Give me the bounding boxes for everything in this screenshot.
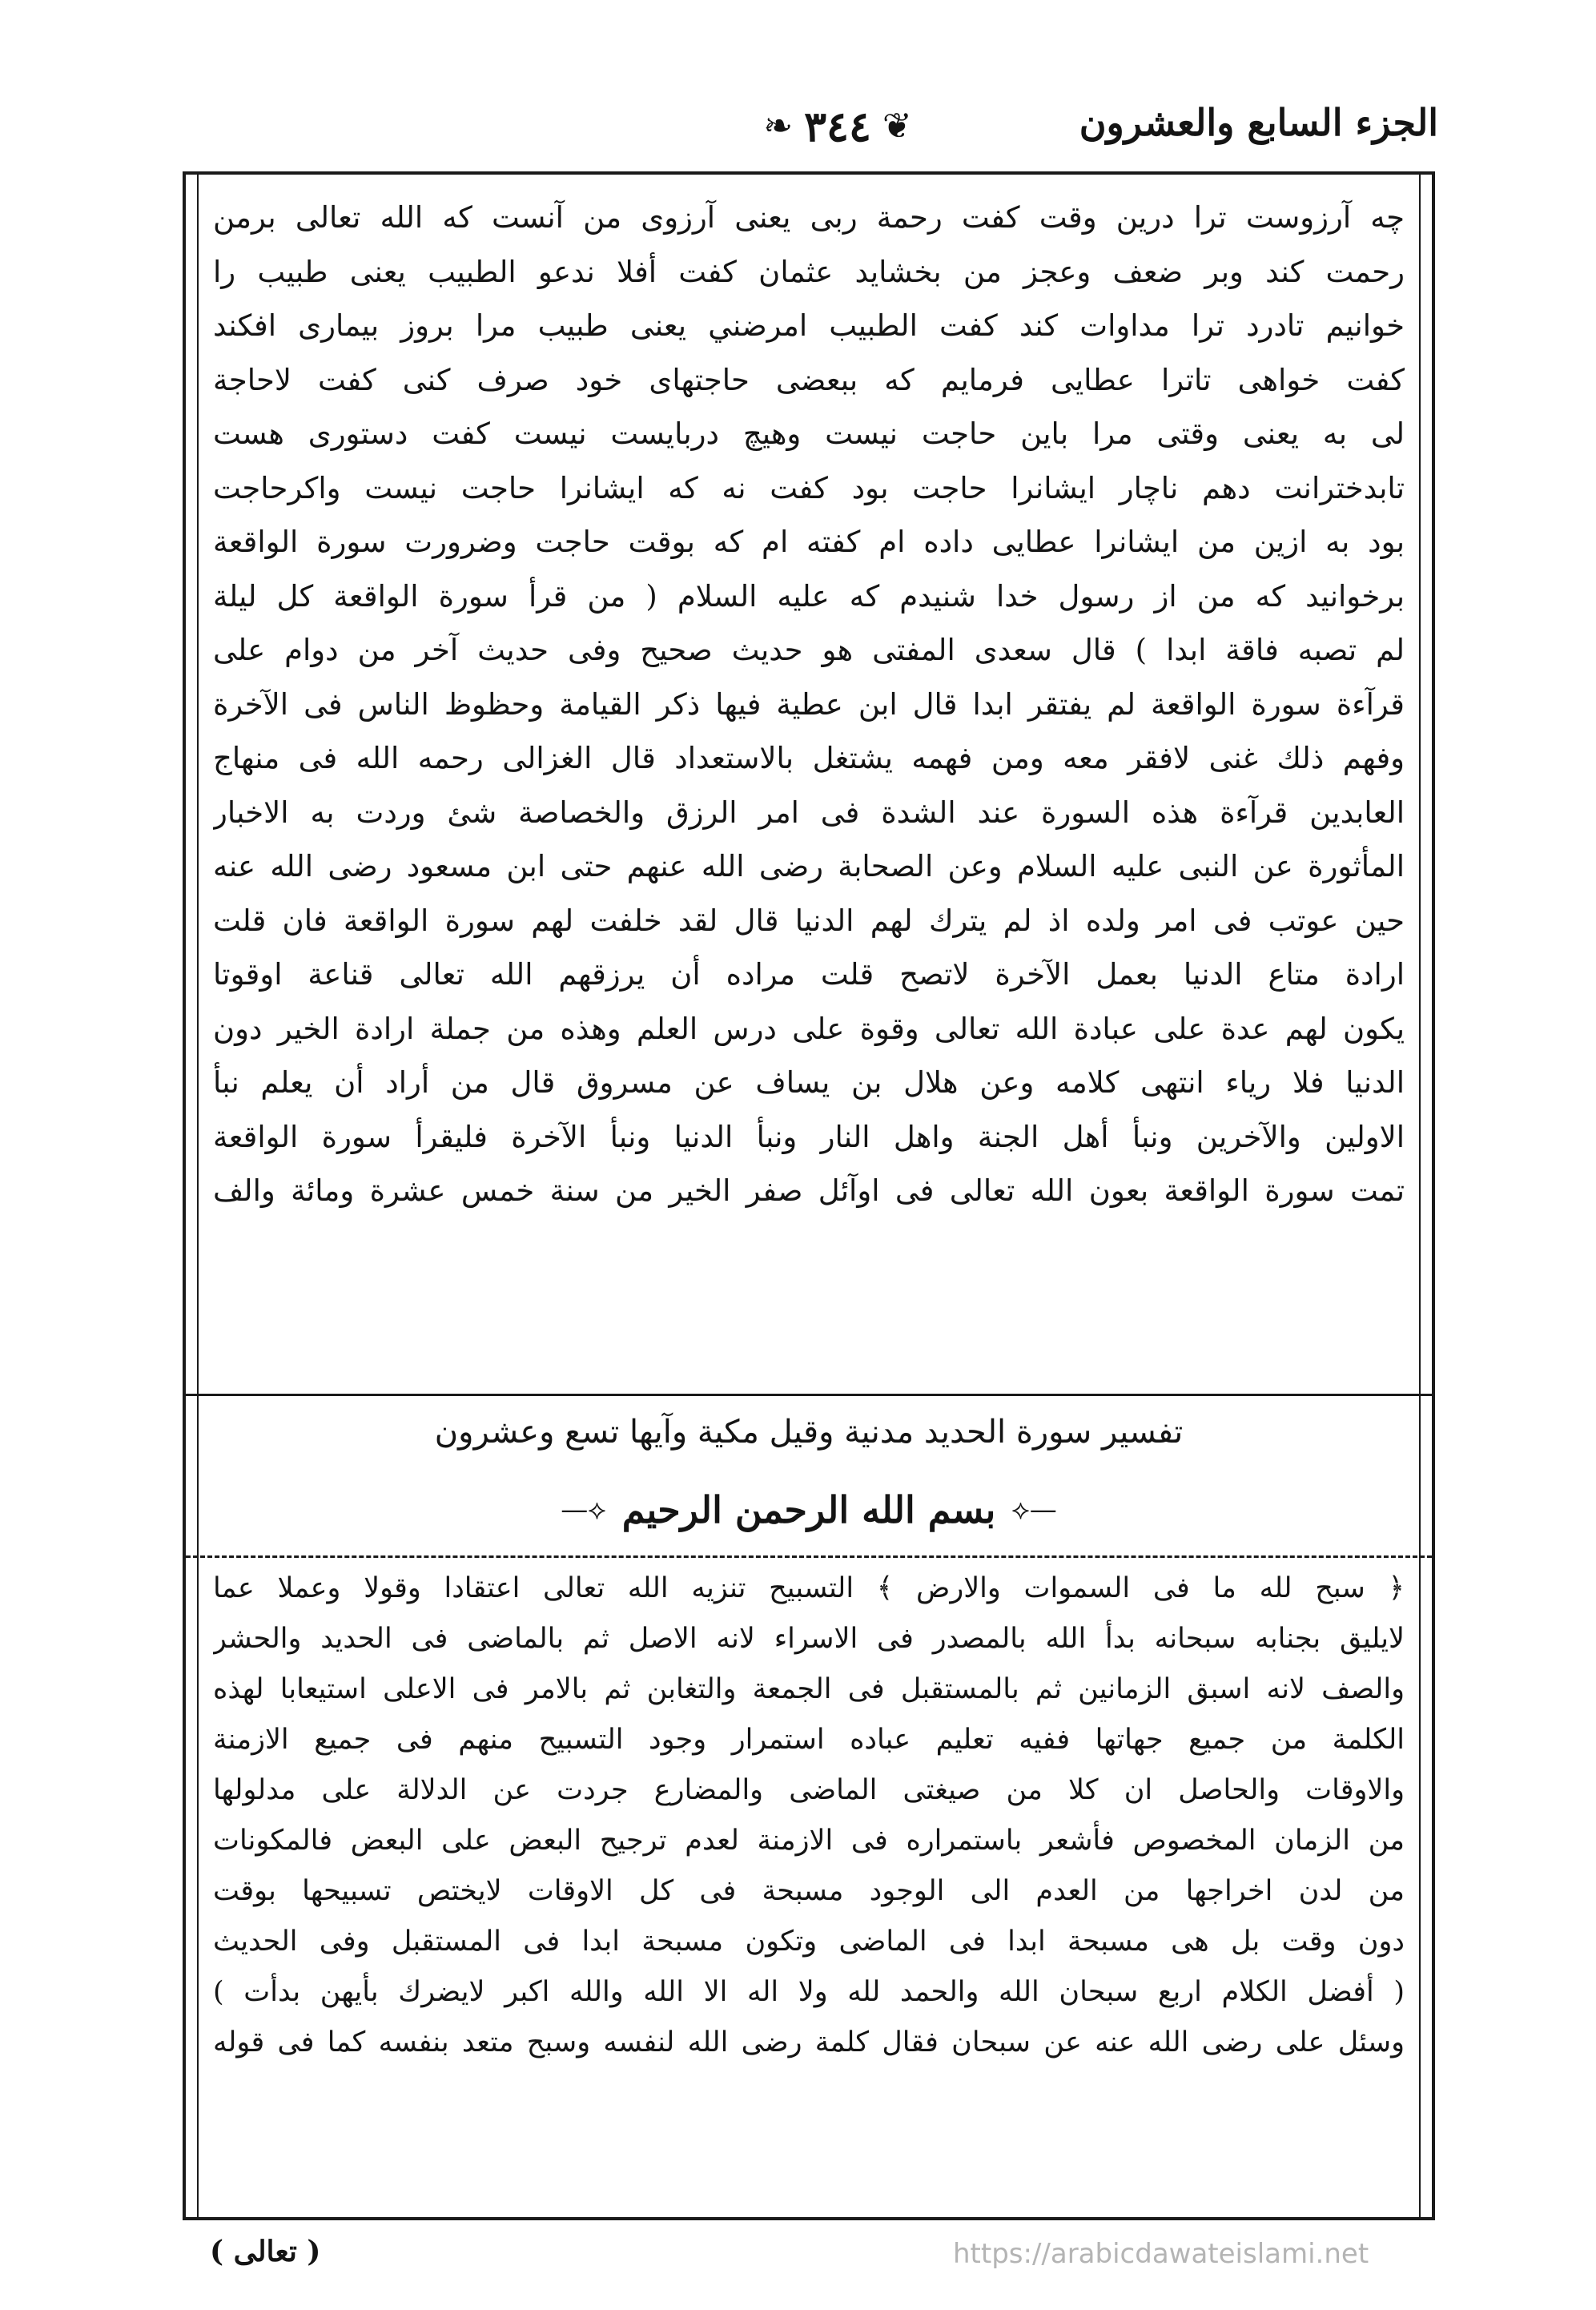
text-line: الاولين والآخرين ونبأ أهل الجنة واهل النار ونبأ الدنيا ونبأ الآخرة فليقرأ سورة الواقعة [213, 1119, 1405, 1154]
text-line: برخوانيد كه من از رسول خدا شنيدم كه عليه السلام ( من قرأ سورة الواقعة كل ليلة [213, 578, 1405, 614]
text-line: لى به يعنى وقتى مرا باين حاجت نيست وهيچ دربايست نيست كفت دستورى هست [213, 417, 1405, 451]
commentary-block-bottom [213, 1563, 1405, 2068]
text-line: من الزمان المخصوص فأشعر باستمراره فى الازمنة لعدم ترجيح البعض على البعض فالمكونات [213, 1825, 1405, 1857]
text-line: الدنيا فلا رياء انتهى كلامه وعن هلال بن يساف عن مسروق قال من أراد أن يعلم نبأ [213, 1065, 1405, 1100]
text-line: لايليق بجنابه سبحانه بدأ الله بالمصدر فى الاسراء لانه الاصل ثم بالماضى فى الحديد والحشر [213, 1623, 1405, 1655]
frame-rule-left [197, 175, 199, 2217]
text-line: المأثورة عن النبى عليه السلام وعن الصحابة رضى الله عنهم حتى ابن مسعود رضى الله عنه [213, 849, 1405, 883]
text-line: ( أفضل الكلام اربع سبحان الله والحمد لله ولا اله الا الله والله اكبر لايضرك بأيهن بدأت ) [213, 1976, 1405, 2008]
text-line: ارادة متاع الدنيا بعمل الآخرة لاتصح قلت مراده أن يرزقهم الله تعالى قناعة اوقوتا [213, 957, 1405, 992]
text-line: تمت سورة الواقعة بعون الله تعالى فى اوآئل صفر الخير من سنة خمس عشرة ومائة والف [213, 1173, 1405, 1208]
frame-rule-right [1419, 175, 1421, 2217]
flourish-left-icon: ⟡— [561, 1494, 606, 1526]
text-line: حين عوتب فى امر ولده اذ لم يترك لهم الدنيا قال لقد خلفت لهم سورة الواقعة فان قلت [213, 903, 1405, 938]
watermark-url: https://arabicdawateislami.net [953, 2238, 1369, 2270]
text-line: قرآءة سورة الواقعة لم يفتقر ابدا قال ابن عطية فيها ذكر القيامة وحظوظ الناس فى الآخرة [213, 686, 1405, 722]
text-line: ﴿ سبح لله ما فى السموات والارض ﴾ التسبيح تنزيه الله تعالى اعتقادا وقولا وعملا عما [213, 1572, 1405, 1604]
text-line: تابدخترانت دهم ناچار ايشانرا حاجت بود كفت نه كه ايشانرا حاجت نيست واكرحاجت [213, 470, 1405, 505]
text-line: رحمت کند وبر ضعف وعجز من بخشاید عثمان کفت أفلا ندعو الطبيب يعنى طبيب را [213, 254, 1405, 289]
text-line: لم تصبه فاقة ابدا ) قال سعدى المفتى هو حديث صحيح وفى حديث آخر من دوام على [213, 633, 1405, 667]
page-header [189, 95, 1438, 167]
catchword: ( تعالى ) [210, 2235, 321, 2268]
text-line: دون وقت بل هى مسبحة ابدا فى الماضى وتكون مسبحة ابدا فى المستقبل وفى الحديث [213, 1926, 1405, 1958]
commentary-block-top [213, 191, 1405, 1218]
text-line: من لدن اخراجها من العدم الى الوجود مسبحة فى كل الاوقات لايختص تسبيحها بوقت [213, 1875, 1405, 1907]
text-line: وسئل على رضى الله عنه عن سبحان فقال كلمة رضى الله لنفسه وسبح متعد بنفسه كما فى قوله [213, 2026, 1405, 2058]
text-line: كفت خواهى تاترا عطايى فرمايم كه ببعضى حاجتهاى خود صرف كنى كفت لاحاجة [213, 362, 1405, 397]
text-line: والصف لانه اسبق الزمانين ثم بالمستقبل فى الجمعة والتغابن ثم بالامر فى الاعلى استيعابا لهذه [213, 1673, 1405, 1705]
text-line: چه آرزوست ترا درین وقت کفت رحمة ربی یعنی آرزوی من آنست که الله تعالى برمن [213, 200, 1405, 235]
text-line: بود به ازين من ايشانرا عطايى داده ام كفته ام كه بوقت حاجت وضرورت سورة الواقعة [213, 525, 1405, 559]
ornament-right-icon: ❧ [763, 106, 794, 147]
text-line: العابدين قرآءة هذه السورة عند الشدة فى امر الرزق والخصاصة شئ وردت به الاخبار [213, 795, 1405, 830]
text-line: والاوقات والحاصل ان كلا من صيغتى الماضى والمضارع جردت عن الدلالة على مدلولها [213, 1774, 1405, 1806]
text-line: وفهم ذلك غنى لافقر معه ومن فهمه يشتغل بالاستعداد قال الغزالى رحمه الله فى منهاج [213, 741, 1405, 775]
text-line: خوانیم تادرد ترا مداوات کند کفت الطبيب امرضني يعنى طبيب مرا بروز بيمارى افكند [213, 308, 1405, 343]
text-line: الكلمة من جميع جهاتها ففيه تعليم عباده استمرار وجود التسبيح منهم فى جميع الازمنة [213, 1724, 1405, 1756]
flourish-right-icon: —⟡ [1011, 1494, 1057, 1526]
surah-heading: تفسير سورة الحديد مدنية وقيل مكية وآيها تسع وعشرون [434, 1414, 1184, 1451]
section-divider-dashed [186, 1555, 1432, 1558]
text-line: يكون لهم عدة على عبادة الله تعالى وقوة على درس العلم وهذه من جملة ارادة الخير دون [213, 1011, 1405, 1046]
section-divider [186, 1394, 1432, 1396]
ornament-left-icon: ❦ [882, 106, 912, 147]
page-number-block [718, 95, 958, 159]
text-frame [183, 171, 1435, 2220]
basmala: بسم الله الرحمن الرحيم [621, 1488, 996, 1531]
basmala-block [186, 1466, 1432, 1554]
running-head: الجزء السابع والعشرون [1079, 101, 1438, 144]
page-number: ٣٤٤ [804, 102, 871, 151]
